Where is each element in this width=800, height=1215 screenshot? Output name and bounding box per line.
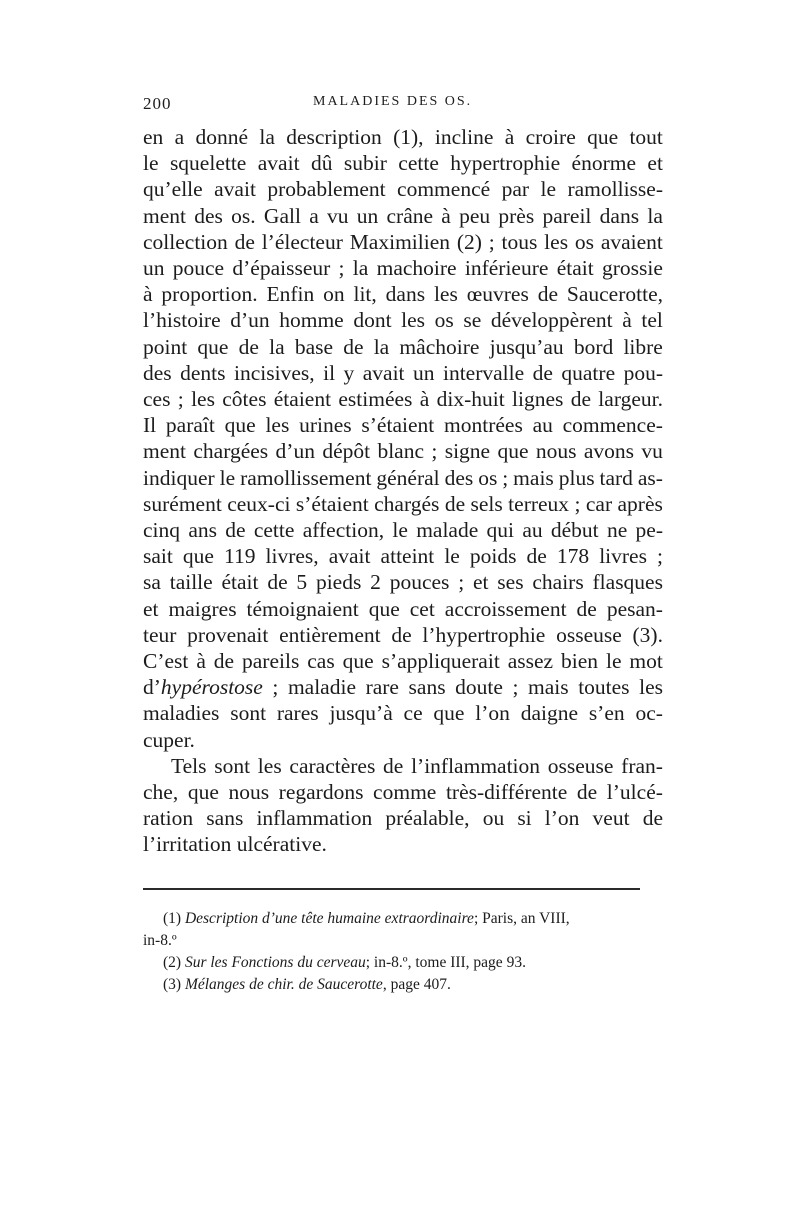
footnote-title: Description d’une tête humaine extraordinaire (184, 910, 474, 927)
footnote-marker: (2) (163, 954, 182, 971)
footnote-title: Mélanges de chir. de Saucerotte (184, 976, 383, 993)
text-line: sa taille était de 5 pieds 2 pouces ; et ses chairs flasques (143, 570, 663, 595)
footnote-marker: (1) (163, 910, 182, 927)
footnote-title: Sur les Fonctions du cerveau (184, 954, 366, 971)
footnote-3 (143, 974, 663, 996)
text-line: teur provenait entièrement de l’hypertrophie osseuse (3). (143, 622, 663, 647)
text-line: Tels sont les caractères de l’inflammation osseuse fran- (171, 753, 663, 778)
body-text (143, 124, 663, 858)
text-line: cinq ans de cette affection, le malade qui au début ne pe- (143, 518, 663, 543)
text-line: et maigres témoignaient que cet accroissement de pesan- (143, 596, 663, 621)
text-line: collection de l’électeur Maximilien (2) ; tous les os avaient (143, 229, 663, 254)
text-line: maladies sont rares jusqu’à ce que l’on daigne s’en oc- (143, 701, 663, 726)
text-line: sait que 119 livres, avait atteint le poids de 178 livres ; (143, 544, 663, 569)
footnote-rule (143, 888, 640, 890)
page-number: 200 (143, 94, 172, 113)
text-line: Il paraît que les urines s’étaient montrées au commence- (143, 413, 663, 438)
text-line: l’histoire d’un homme dont les os se développèrent à tel (143, 308, 663, 333)
text-line: d’hypérostose ; maladie rare sans doute ; mais toutes les (143, 675, 663, 700)
text-line: le squelette avait dû subir cette hypertrophie énorme et (143, 151, 663, 176)
text-line: qu’elle avait probablement commencé par le ramollisse- (143, 177, 663, 202)
footnote-1 (143, 908, 663, 930)
footnote-text: ; Paris, an VIII, (473, 910, 570, 927)
text-line: un pouce d’épaisseur ; la machoire inférieure était grossie (143, 256, 663, 281)
text-line: l’irritation ulcérative. (143, 832, 327, 857)
text-line: des dents incisives, il y avait un intervalle de quatre pou- (143, 360, 663, 385)
running-title: MALADIES DES OS. (313, 94, 473, 109)
footnote-1-continuation: in-8.º (143, 932, 177, 949)
footnotes (143, 908, 663, 996)
text-line: ment chargées d’un dépôt blanc ; signe que nous avons vu (143, 439, 663, 464)
text-line: ces ; les côtes étaient estimées à dix-huit lignes de largeur. (143, 387, 663, 412)
text-line: C’est à de pareils cas que s’appliquerait assez bien le mot (143, 649, 663, 674)
footnote-text: , page 407. (382, 976, 451, 993)
text-line: en a donné la description (1), incline à croire que tout (143, 125, 663, 149)
text-line: point que de la base de la mâchoire jusqu’au bord libre (143, 334, 663, 359)
footnote-2 (143, 952, 663, 974)
text-line: ration sans inflammation préalable, ou si l’on veut de (143, 806, 663, 831)
text-line: à proportion. Enfin on lit, dans les œuvres de Saucerotte, (143, 282, 663, 307)
footnote-marker: (3) (163, 976, 182, 993)
text-line: cuper. (143, 727, 195, 752)
text-line: ment des os. Gall a vu un crâne à peu près pareil dans la (143, 203, 663, 228)
text-line: che, que nous regardons comme très-différente de l’ulcé- (143, 780, 663, 805)
text-line: indiquer le ramollissement général des os ; mais plus tard as- (143, 465, 663, 490)
footnote-text: ; in-8.º, tome III, page 93. (365, 954, 526, 971)
text-line: surément ceux-ci s’étaient chargés de sels terreux ; car après (143, 491, 663, 516)
